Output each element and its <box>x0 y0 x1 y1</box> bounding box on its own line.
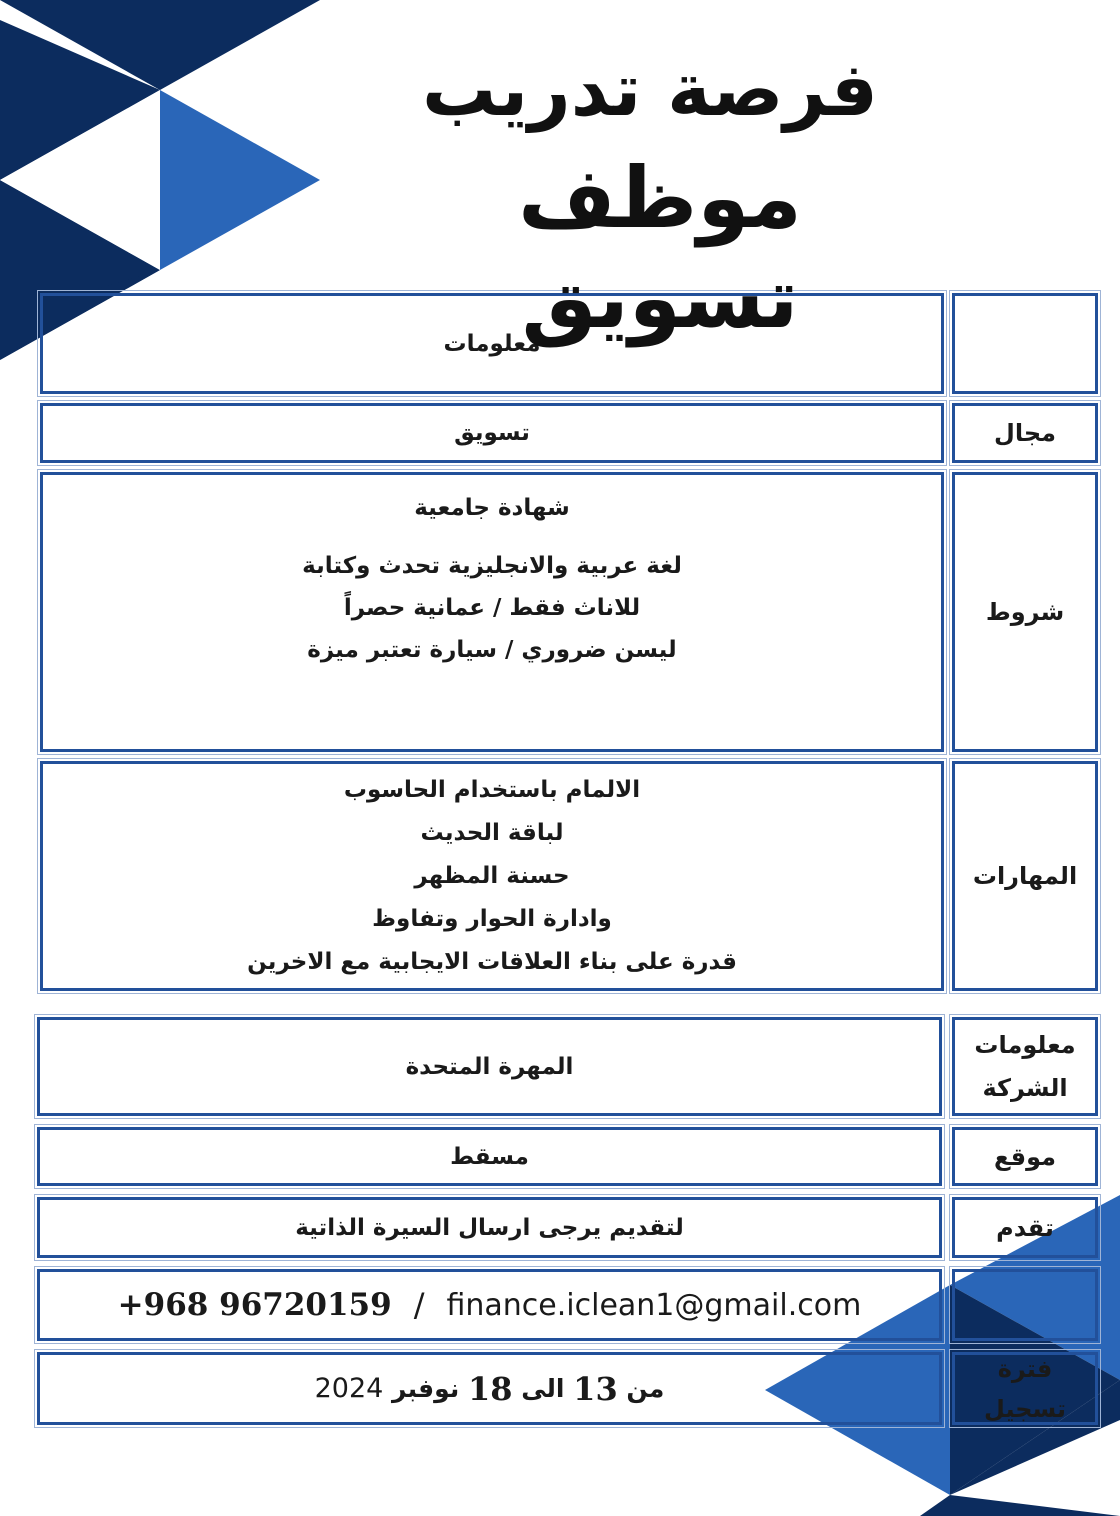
field-label-cell: مجال <box>952 403 1098 463</box>
year: 2024 <box>314 1373 384 1404</box>
contact-value-cell <box>37 1269 942 1341</box>
company-label-cell <box>952 1017 1098 1116</box>
requirements-value-cell <box>40 472 944 752</box>
requirements-label-cell: شروط <box>952 472 1098 752</box>
registration-label-cell: فترة تسجيل <box>952 1352 1098 1425</box>
title-line-1: فرصة تدريب <box>422 47 878 133</box>
skill-item: الالمام باستخدام الحاسوب <box>343 776 641 803</box>
month: نوفبر <box>392 1374 460 1403</box>
company-label-line: الشركة <box>982 1073 1068 1102</box>
company-label-line: معلومات <box>974 1030 1076 1059</box>
skill-item: وادارة الحوار وتفاوظ <box>372 905 612 932</box>
header-value-cell: معلومات <box>40 293 944 394</box>
triangle-blue-mid <box>160 90 320 270</box>
triangle-top-right-navy <box>160 0 320 90</box>
field-value-cell: تسويق <box>40 403 944 463</box>
skill-item: لباقة الحديث <box>420 819 564 846</box>
registration-value-cell <box>37 1352 942 1425</box>
requirement-item: ليسن ضروري / سيارة تعتبر ميزة <box>307 637 677 663</box>
contact-label-cell <box>952 1269 1098 1341</box>
contact-separator: / <box>413 1286 425 1324</box>
apply-value-cell: لتقديم يرجى ارسال السيرة الذاتية <box>37 1197 942 1258</box>
apply-label-cell: تقدم <box>952 1197 1098 1258</box>
title-line-2: موظف تسويق <box>518 149 802 347</box>
skills-label-cell: المهارات <box>952 761 1098 991</box>
to-day: 18 <box>467 1369 513 1408</box>
location-value-cell: مسقط <box>37 1127 942 1186</box>
to-word: الى <box>521 1374 565 1403</box>
requirement-item: للاناث فقط / عمانية حصراً <box>343 595 641 621</box>
email-address[interactable]: finance.iclean1@gmail.com <box>446 1287 862 1323</box>
from-word: من <box>626 1374 665 1403</box>
phone-number[interactable]: +968 96720159 <box>117 1287 392 1323</box>
skills-value-cell <box>40 761 944 991</box>
requirement-item: لغة عربية والانجليزية تحدث وكتابة <box>302 553 682 579</box>
header-label-cell <box>952 293 1098 394</box>
requirement-item: شهادة جامعية <box>414 495 570 521</box>
from-day: 13 <box>573 1369 618 1408</box>
location-label-cell: موقع <box>952 1127 1098 1186</box>
skill-item: قدرة على بناء العلاقات الايجابية مع الاخرين <box>247 948 737 975</box>
skill-item: حسنة المظهر <box>414 862 570 889</box>
company-value-cell: المهرة المتحدة <box>37 1017 942 1116</box>
